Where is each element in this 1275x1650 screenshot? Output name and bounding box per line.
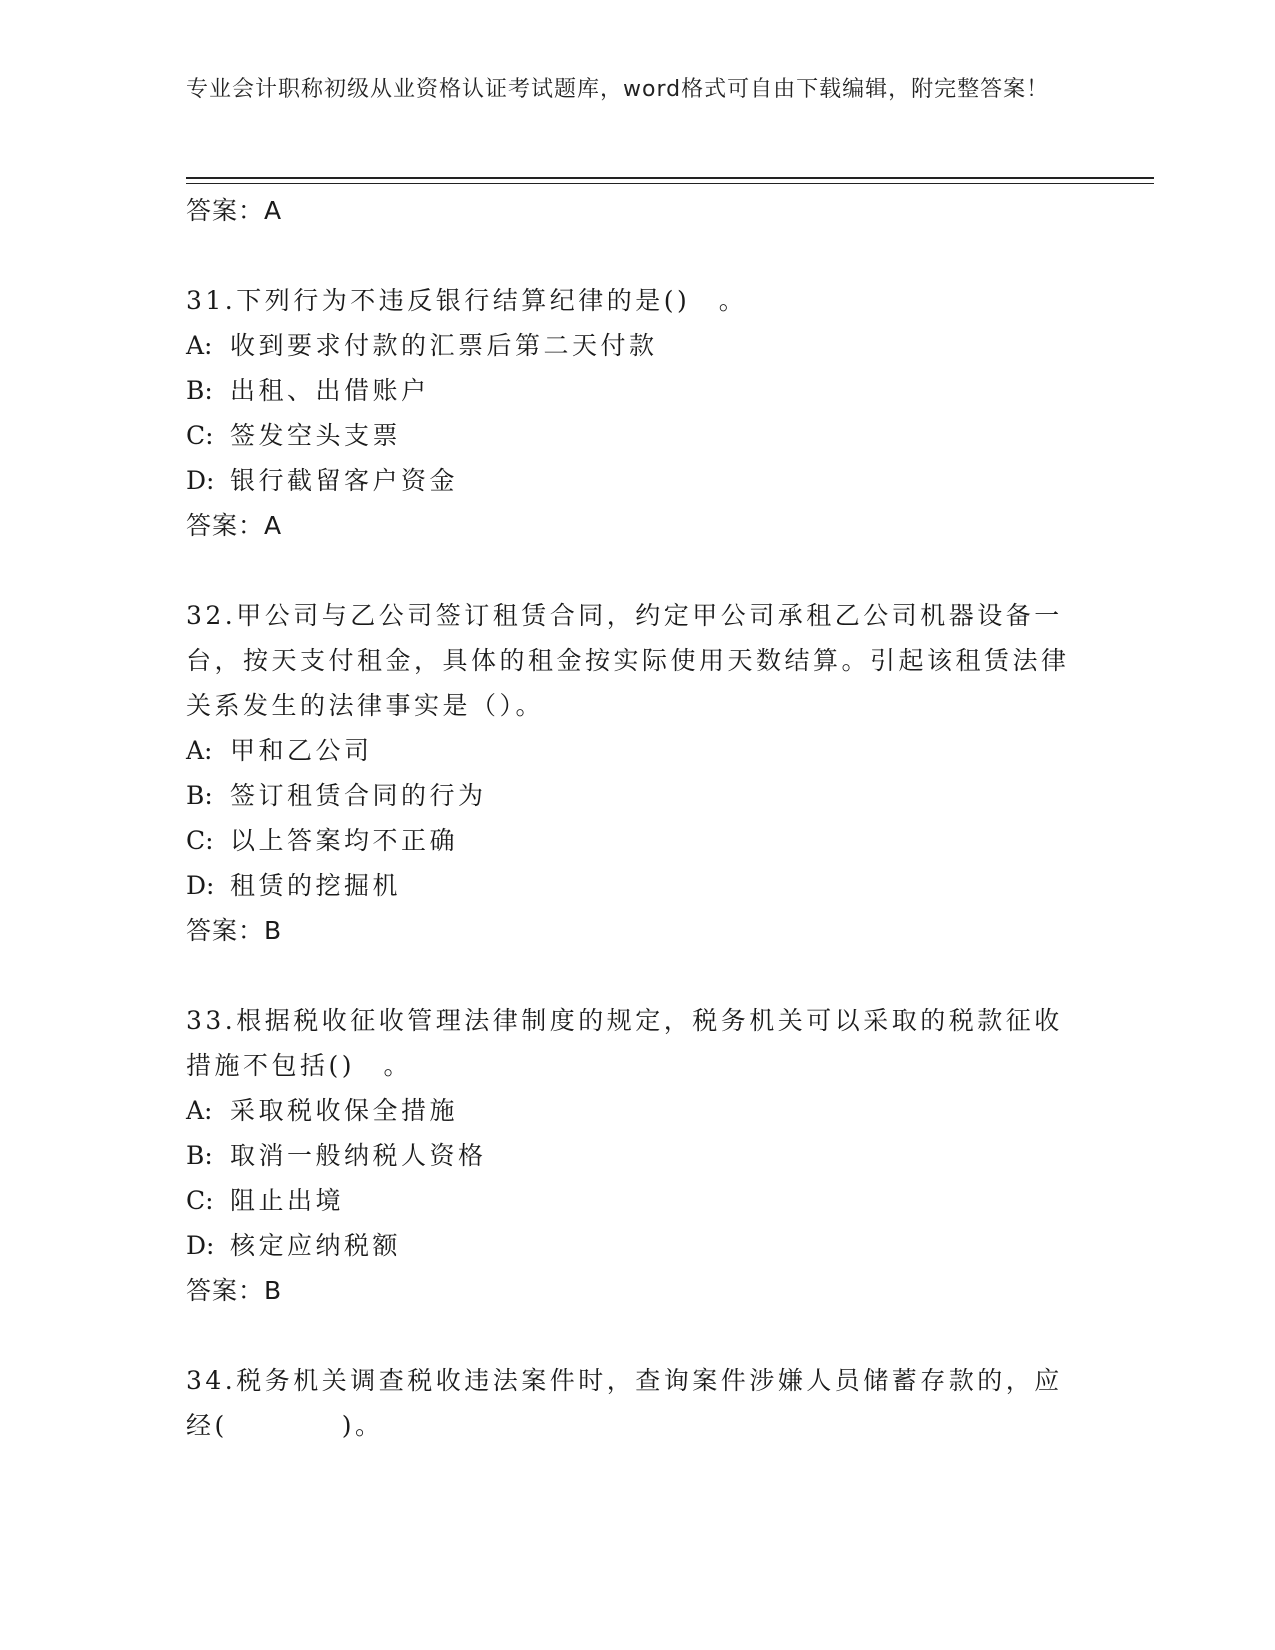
option-label: B:	[186, 376, 213, 405]
option-label: C:	[186, 1186, 214, 1215]
option-text: 阻止出境	[230, 1186, 345, 1215]
option-text: 核定应纳税额	[230, 1231, 402, 1260]
option-d	[186, 1223, 1086, 1268]
option-text: 以上答案均不正确	[230, 826, 459, 855]
question-stem: 32.甲公司与乙公司签订租赁合同，约定甲公司承租乙公司机器设备一台，按天支付租金，具体的租金按实际使用天数结算。引起该租赁法律关系发生的法律事实是（）。	[186, 601, 1070, 720]
option-text: 收到要求付款的汇票后第二天付款	[230, 331, 658, 360]
option-b	[186, 368, 1086, 413]
document-header: 专业会计职称初级从业资格认证考试题库，word格式可自由下载编辑，附完整答案！	[186, 77, 1050, 102]
option-label: A:	[186, 736, 213, 765]
option-text: 甲和乙公司	[230, 736, 373, 765]
option-c	[186, 818, 1086, 863]
question-stem: 34.税务机关调查税收违法案件时，查询案件涉嫌人员储蓄存款的，应经( )。	[186, 1366, 1063, 1440]
option-text: 银行截留客户资金	[230, 466, 459, 495]
option-label: B:	[186, 1141, 213, 1170]
option-a	[186, 1088, 1086, 1133]
option-text: 出租、出借账户	[230, 376, 430, 405]
option-label: A:	[186, 331, 213, 360]
option-text: 取消一般纳税人资格	[230, 1141, 487, 1170]
option-label: B:	[186, 781, 213, 810]
option-label: A:	[186, 1096, 213, 1125]
option-d	[186, 863, 1086, 908]
option-b	[186, 773, 1086, 818]
question-list	[186, 188, 1086, 1448]
question-34	[186, 1358, 1086, 1448]
option-label: D:	[186, 466, 215, 495]
question-stem: 31.下列行为不违反银行结算纪律的是() 。	[186, 286, 748, 315]
header-rule-thick	[186, 177, 1154, 179]
header-rule-thin	[186, 183, 1154, 184]
question-stem: 33.根据税收征收管理法律制度的规定，税务机关可以采取的税款征收措施不包括() 。	[186, 1006, 1063, 1080]
option-text: 采取税收保全措施	[230, 1096, 459, 1125]
option-c	[186, 413, 1086, 458]
option-a	[186, 323, 1086, 368]
option-label: C:	[186, 421, 214, 450]
question-32	[186, 593, 1086, 953]
answer-line: 答案：B	[186, 1276, 283, 1305]
option-d	[186, 458, 1086, 503]
option-a	[186, 728, 1086, 773]
option-c	[186, 1178, 1086, 1223]
answer-line: 答案：A	[186, 196, 283, 225]
answer-line: 答案：A	[186, 511, 283, 540]
option-text: 租赁的挖掘机	[230, 871, 402, 900]
answer-line: 答案：B	[186, 916, 283, 945]
question-33	[186, 998, 1086, 1313]
option-label: C:	[186, 826, 214, 855]
option-label: D:	[186, 871, 215, 900]
option-text: 签订租赁合同的行为	[230, 781, 487, 810]
option-text: 签发空头支票	[230, 421, 402, 450]
question-31	[186, 278, 1086, 548]
option-label: D:	[186, 1231, 215, 1260]
option-b	[186, 1133, 1086, 1178]
